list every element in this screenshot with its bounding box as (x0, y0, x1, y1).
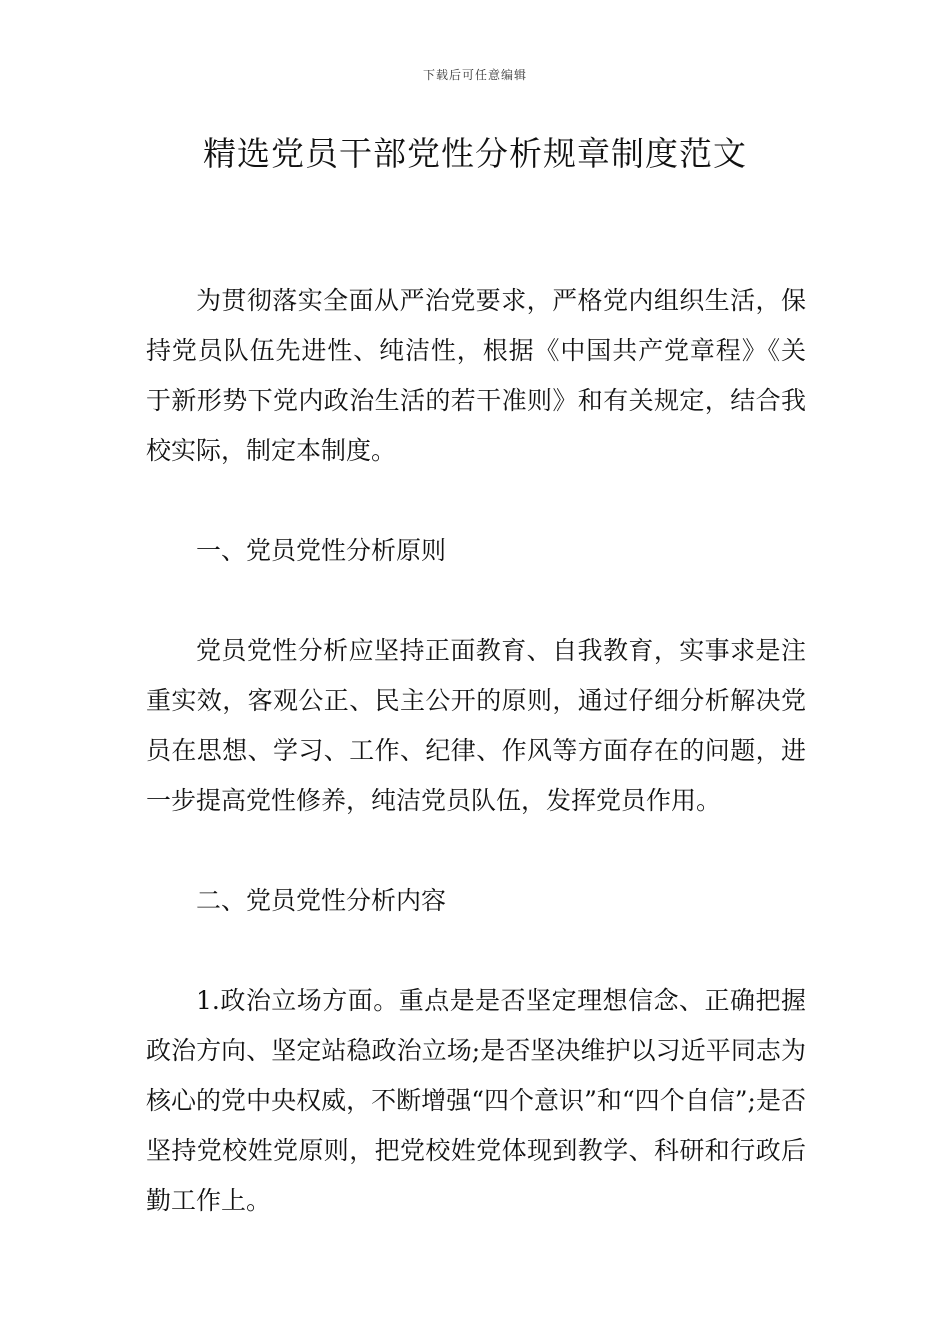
principles-paragraph: 党员党性分析应坚持正面教育、自我教育，实事求是注重实效，客观公正、民主公开的原则，通过仔细分析解决党员在思想、学习、工作、纪律、作风等方面存在的问题，进一步提高党性修养，纯洁党员队伍，发挥党员作用。 (146, 636, 806, 815)
spacer (146, 576, 806, 626)
content-item-political-stance: 1.政治立场方面。重点是是否坚定理想信念、正确把握政治方向、坚定站稳政治立场;是否坚决维护以习近平同志为核心的党中央权威，不断增强“四个意识”和“四个自信”;是否坚持党校姓党原则，把党校姓党体现到教学、科研和行政后勤工作上。 (146, 986, 806, 1215)
spacer (146, 926, 806, 976)
header-note: 下载后可任意编辑 (422, 68, 527, 82)
section-heading-principles: 一、党员党性分析原则 (196, 536, 447, 565)
document-body (146, 276, 806, 1226)
spacer (146, 826, 806, 876)
spacer (146, 476, 806, 526)
section-heading-content: 二、党员党性分析内容 (196, 886, 447, 915)
document-title: 精选党员干部党性分析规章制度范文 (203, 134, 747, 173)
intro-paragraph: 为贯彻落实全面从严治党要求，严格党内组织生活，保持党员队伍先进性、纯洁性，根据《中国共产党章程》《关于新形势下党内政治生活的若干准则》和有关规定，结合我校实际，制定本制度。 (146, 286, 806, 465)
